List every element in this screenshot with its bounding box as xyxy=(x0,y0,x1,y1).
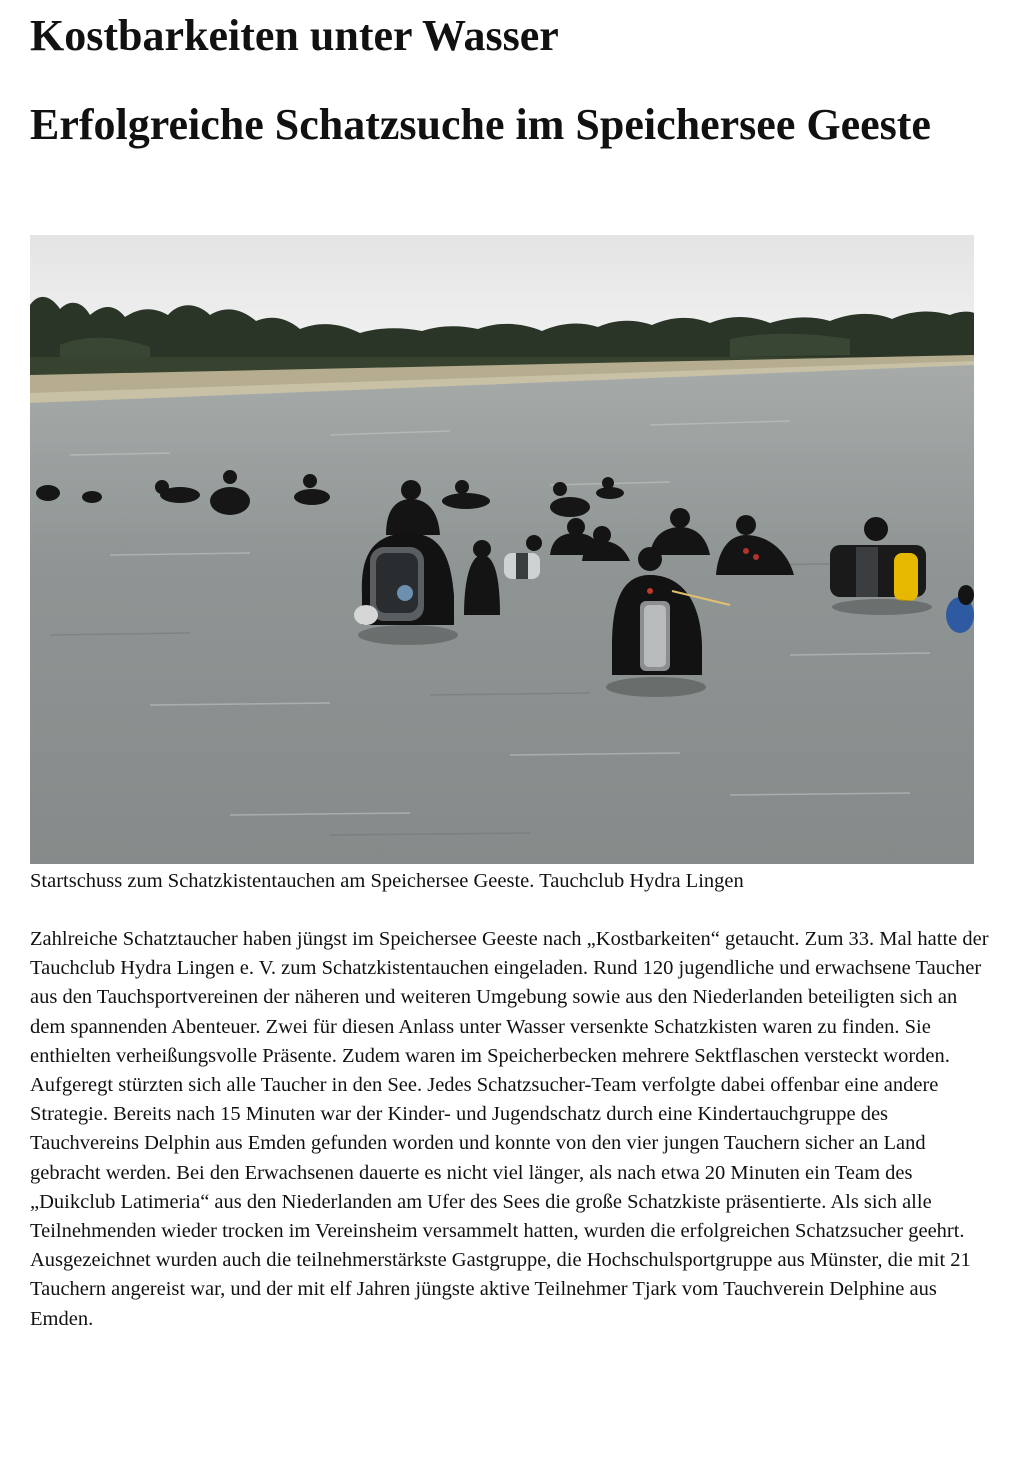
photo-caption: Startschuss zum Schatzkistentauchen am Speichersee Geeste. Tauchclub Hydra Lingen xyxy=(30,870,744,892)
article-headline: Erfolgreiche Schatzsuche im Speichersee Geeste xyxy=(30,100,931,149)
divers-in-lake-illustration xyxy=(30,235,974,864)
article-photo xyxy=(30,235,974,864)
water xyxy=(30,365,974,864)
article-body xyxy=(30,925,990,1334)
diver-left xyxy=(354,533,500,625)
article-paragraph: Aufgeregt stürzten sich alle Taucher in den See. Jedes Schatzsucher-Team verfolgte dabei offenbar eine andere Strategie. Bereits nach 15 Minuten war der Kinder- und Jugendschatz durch eine Kindertauchgruppe des Tauchvereins Delphin aus Emden gefunden worden und konnte von den vier jungen Tauchern sicher an Land gebracht werden. Bei den Erwachsenen dauerte es nicht viel länger, als nach etwa 20 Minuten ein Team des „Duikclub Latimeria“ aus den Niederlanden am Ufer des Sees die große Schatzkiste präsentierte. Als sich alle Teilnehmenden wieder trocken im Vereinsheim versammelt hatten, wurden die erfolgreichen Schatzsucher geehrt. Ausgezeichnet wurden auch die teilnehmerstärkste Gastgruppe, die Hochschulsportgruppe aus Münster, die mit 21 Tauchern angereist war, und der mit elf Jahren jüngste aktive Teilnehmer Tjark vom Tauchverein Delphine aus Emden. xyxy=(30,1074,971,1330)
article-kicker: Kostbarkeiten unter Wasser xyxy=(30,11,559,60)
article-paragraph: Zahlreiche Schatztaucher haben jüngst im Speichersee Geeste nach „Kostbarkeiten“ getaucht. Zum 33. Mal hatte der Tauchclub Hydra Lingen e. V. zum Schatzkistentauchen eingeladen. Rund 120 jugendliche und erwachsene Taucher aus den Tauchsportvereinen der näheren und weiteren Umgebung sowie aus den Niederlanden beteiligten sich an dem spannenden Abenteuer. Zwei für diesen Anlass unter Wasser versenkte Schatzkisten waren zu finden. Sie enthielten verheißungsvolle Präsente. Zudem waren im Speicherbecken mehrere Sektflaschen versteckt worden. xyxy=(30,928,989,1067)
